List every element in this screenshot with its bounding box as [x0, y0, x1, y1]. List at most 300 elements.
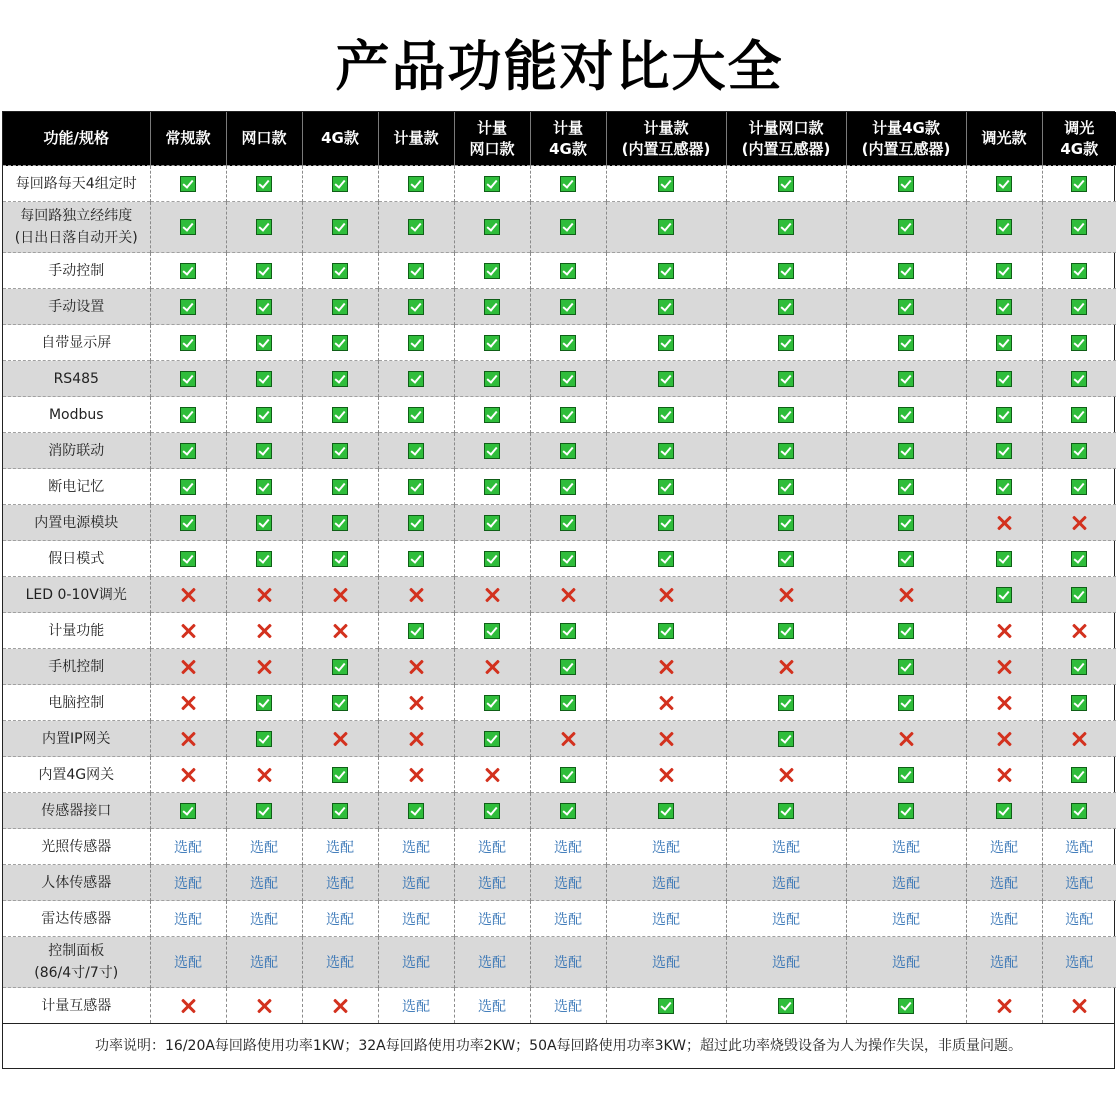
table-row	[3, 202, 1116, 253]
header-label: 4G款	[1060, 139, 1099, 158]
support-cell	[966, 757, 1042, 793]
green-check-icon	[560, 551, 576, 567]
support-cell	[150, 289, 226, 325]
support-cell	[530, 721, 606, 757]
support-cell	[454, 865, 530, 901]
optional-label: 选配	[478, 839, 506, 856]
support-cell	[226, 793, 302, 829]
optional-label: 选配	[772, 875, 800, 892]
support-cell	[226, 202, 302, 253]
support-cell	[150, 757, 226, 793]
green-check-icon	[560, 176, 576, 192]
green-check-icon	[256, 176, 272, 192]
green-check-icon	[996, 176, 1012, 192]
green-check-icon	[484, 371, 500, 387]
support-cell	[1042, 865, 1116, 901]
power-note: 功率说明：16/20A每回路使用功率1KW；32A每回路使用功率2KW；50A每回路使用功率3KW；超过此功率烧毁设备为人为操作失误，非质量问题。	[3, 1023, 1114, 1068]
feature-label	[3, 721, 150, 757]
optional-label: 选配	[326, 875, 354, 892]
support-cell	[1042, 757, 1116, 793]
support-cell	[302, 505, 378, 541]
header-model-7	[606, 112, 726, 166]
green-check-icon	[408, 299, 424, 315]
support-cell	[530, 397, 606, 433]
support-cell	[150, 613, 226, 649]
support-cell	[530, 901, 606, 937]
feature-label	[3, 397, 150, 433]
feature-label	[3, 253, 150, 289]
green-check-icon	[256, 371, 272, 387]
support-cell	[966, 901, 1042, 937]
support-cell	[226, 613, 302, 649]
green-check-icon	[180, 443, 196, 459]
feature-label	[3, 202, 150, 253]
green-check-icon	[256, 443, 272, 459]
support-cell	[302, 433, 378, 469]
table-row	[3, 361, 1116, 397]
optional-label: 选配	[174, 911, 202, 928]
support-cell	[726, 541, 846, 577]
support-cell	[726, 649, 846, 685]
green-check-icon	[778, 176, 794, 192]
support-cell	[530, 793, 606, 829]
red-cross-icon	[658, 587, 674, 603]
support-cell	[726, 397, 846, 433]
optional-label: 选配	[892, 875, 920, 892]
support-cell	[302, 325, 378, 361]
table-row	[3, 685, 1116, 721]
optional-label: 选配	[402, 998, 430, 1015]
green-check-icon	[1071, 659, 1087, 675]
feature-label	[3, 577, 150, 613]
green-check-icon	[778, 299, 794, 315]
green-check-icon	[180, 219, 196, 235]
support-cell	[226, 505, 302, 541]
green-check-icon	[898, 335, 914, 351]
green-check-icon	[256, 731, 272, 747]
support-cell	[454, 721, 530, 757]
red-cross-icon	[408, 731, 424, 747]
support-cell	[530, 325, 606, 361]
optional-label: 选配	[554, 955, 582, 971]
support-cell	[150, 166, 226, 202]
support-cell	[150, 649, 226, 685]
support-cell	[454, 937, 530, 988]
optional-label: 选配	[250, 955, 278, 971]
feature-label-text: 传感器接口	[41, 802, 112, 819]
header-label: 4G款	[321, 129, 359, 147]
green-check-icon	[408, 803, 424, 819]
green-check-icon	[996, 479, 1012, 495]
green-check-icon	[1071, 176, 1087, 192]
support-cell	[226, 541, 302, 577]
feature-label	[3, 289, 150, 325]
support-cell	[726, 361, 846, 397]
support-cell	[150, 829, 226, 865]
support-cell	[1042, 577, 1116, 613]
red-cross-icon	[408, 659, 424, 675]
support-cell	[454, 361, 530, 397]
support-cell	[846, 397, 966, 433]
support-cell	[530, 469, 606, 505]
support-cell	[150, 397, 226, 433]
support-cell	[726, 577, 846, 613]
support-cell	[726, 166, 846, 202]
optional-label: 选配	[250, 839, 278, 856]
table-row	[3, 469, 1116, 505]
support-cell	[726, 901, 846, 937]
green-check-icon	[256, 407, 272, 423]
green-check-icon	[996, 371, 1012, 387]
support-cell	[726, 937, 846, 988]
support-cell	[302, 166, 378, 202]
feature-label-text: 人体传感器	[41, 874, 112, 891]
green-check-icon	[898, 515, 914, 531]
red-cross-icon	[996, 767, 1012, 783]
feature-label	[3, 937, 150, 988]
support-cell	[726, 757, 846, 793]
support-cell	[846, 988, 966, 1024]
green-check-icon	[658, 407, 674, 423]
header-label: 计量款	[643, 118, 689, 137]
table-row	[3, 253, 1116, 289]
red-cross-icon	[180, 659, 196, 675]
green-check-icon	[408, 407, 424, 423]
support-cell	[454, 649, 530, 685]
support-cell	[1042, 202, 1116, 253]
table-row	[3, 937, 1116, 988]
support-cell	[1042, 433, 1116, 469]
red-cross-icon	[256, 623, 272, 639]
green-check-icon	[332, 443, 348, 459]
feature-label-text: (86/4寸/7寸)	[34, 965, 119, 981]
green-check-icon	[1071, 767, 1087, 783]
support-cell	[378, 865, 454, 901]
support-cell	[606, 793, 726, 829]
support-cell	[846, 613, 966, 649]
red-cross-icon	[180, 767, 196, 783]
table-header-row	[3, 112, 1116, 166]
green-check-icon	[1071, 443, 1087, 459]
support-cell	[726, 865, 846, 901]
support-cell	[454, 397, 530, 433]
header-label: 计量4G款	[872, 118, 940, 137]
red-cross-icon	[778, 767, 794, 783]
header-label: (内置互感器)	[621, 139, 711, 158]
support-cell	[846, 505, 966, 541]
support-cell	[1042, 685, 1116, 721]
header-label: 计量网口款	[748, 118, 824, 137]
green-check-icon	[658, 371, 674, 387]
header-model-9	[846, 112, 966, 166]
red-cross-icon	[996, 998, 1012, 1014]
support-cell	[454, 793, 530, 829]
support-cell	[726, 289, 846, 325]
support-cell	[378, 202, 454, 253]
green-check-icon	[408, 176, 424, 192]
green-check-icon	[778, 551, 794, 567]
support-cell	[726, 253, 846, 289]
support-cell	[530, 865, 606, 901]
header-label: (内置互感器)	[741, 139, 831, 158]
support-cell	[454, 613, 530, 649]
feature-label-text: 光照传感器	[41, 838, 112, 855]
support-cell	[226, 721, 302, 757]
header-model-5	[454, 112, 530, 166]
green-check-icon	[898, 998, 914, 1014]
green-check-icon	[778, 998, 794, 1014]
green-check-icon	[1071, 335, 1087, 351]
support-cell	[302, 577, 378, 613]
support-cell	[846, 793, 966, 829]
header-model-10	[966, 112, 1042, 166]
feature-label-text: 手动控制	[48, 262, 105, 279]
support-cell	[966, 649, 1042, 685]
support-cell	[226, 469, 302, 505]
green-check-icon	[484, 299, 500, 315]
support-cell	[966, 469, 1042, 505]
support-cell	[226, 325, 302, 361]
support-cell	[726, 202, 846, 253]
support-cell	[606, 361, 726, 397]
table-row	[3, 325, 1116, 361]
support-cell	[1042, 253, 1116, 289]
support-cell	[606, 469, 726, 505]
feature-label	[3, 865, 150, 901]
optional-label: 选配	[652, 955, 680, 971]
green-check-icon	[996, 299, 1012, 315]
support-cell	[530, 253, 606, 289]
red-cross-icon	[408, 767, 424, 783]
green-check-icon	[180, 263, 196, 279]
green-check-icon	[898, 176, 914, 192]
support-cell	[378, 793, 454, 829]
support-cell	[606, 901, 726, 937]
green-check-icon	[560, 479, 576, 495]
optional-label: 选配	[990, 839, 1018, 856]
support-cell	[1042, 469, 1116, 505]
red-cross-icon	[332, 731, 348, 747]
green-check-icon	[658, 219, 674, 235]
optional-label: 选配	[478, 875, 506, 892]
optional-label: 选配	[174, 875, 202, 892]
feature-label	[3, 325, 150, 361]
support-cell	[454, 685, 530, 721]
page-title: 产品功能对比大全	[335, 35, 784, 98]
optional-label: 选配	[892, 839, 920, 856]
green-check-icon	[484, 803, 500, 819]
green-check-icon	[332, 335, 348, 351]
support-cell	[302, 541, 378, 577]
green-check-icon	[1071, 299, 1087, 315]
green-check-icon	[484, 219, 500, 235]
support-cell	[966, 721, 1042, 757]
green-check-icon	[408, 479, 424, 495]
support-cell	[606, 829, 726, 865]
support-cell	[846, 166, 966, 202]
red-cross-icon	[560, 587, 576, 603]
support-cell	[966, 166, 1042, 202]
optional-label: 选配	[652, 839, 680, 856]
table-row	[3, 793, 1116, 829]
optional-label: 选配	[554, 839, 582, 856]
green-check-icon	[898, 551, 914, 567]
support-cell	[1042, 325, 1116, 361]
support-cell	[302, 202, 378, 253]
feature-label-text: 手动设置	[48, 298, 105, 315]
support-cell	[846, 901, 966, 937]
support-cell	[150, 793, 226, 829]
support-cell	[606, 685, 726, 721]
support-cell	[302, 901, 378, 937]
support-cell	[454, 289, 530, 325]
green-check-icon	[408, 371, 424, 387]
support-cell	[226, 757, 302, 793]
header-model-6	[530, 112, 606, 166]
green-check-icon	[658, 335, 674, 351]
green-check-icon	[484, 623, 500, 639]
feature-label-text: 假日模式	[48, 550, 105, 567]
table-body	[3, 166, 1116, 1024]
support-cell	[378, 988, 454, 1024]
green-check-icon	[1071, 407, 1087, 423]
support-cell	[302, 613, 378, 649]
green-check-icon	[484, 335, 500, 351]
support-cell	[378, 325, 454, 361]
green-check-icon	[484, 443, 500, 459]
green-check-icon	[1071, 695, 1087, 711]
support-cell	[846, 649, 966, 685]
green-check-icon	[560, 407, 576, 423]
support-cell	[606, 721, 726, 757]
support-cell	[378, 829, 454, 865]
support-cell	[226, 988, 302, 1024]
support-cell	[378, 397, 454, 433]
optional-label: 选配	[652, 875, 680, 892]
green-check-icon	[1071, 371, 1087, 387]
support-cell	[1042, 361, 1116, 397]
support-cell	[150, 325, 226, 361]
red-cross-icon	[996, 659, 1012, 675]
optional-label: 选配	[892, 911, 920, 928]
optional-label: 选配	[652, 911, 680, 928]
green-check-icon	[996, 219, 1012, 235]
green-check-icon	[256, 263, 272, 279]
feature-label-text: 雷达传感器	[41, 910, 112, 927]
support-cell	[966, 253, 1042, 289]
green-check-icon	[408, 623, 424, 639]
green-check-icon	[898, 371, 914, 387]
support-cell	[966, 361, 1042, 397]
feature-label	[3, 901, 150, 937]
table-row	[3, 541, 1116, 577]
support-cell	[378, 937, 454, 988]
green-check-icon	[332, 551, 348, 567]
optional-label: 选配	[892, 955, 920, 971]
green-check-icon	[332, 176, 348, 192]
green-check-icon	[778, 407, 794, 423]
support-cell	[1042, 613, 1116, 649]
optional-label: 选配	[174, 955, 202, 971]
optional-label: 选配	[250, 875, 278, 892]
support-cell	[150, 541, 226, 577]
feature-label-text: 每回路独立经纬度	[20, 208, 133, 224]
green-check-icon	[408, 551, 424, 567]
support-cell	[454, 202, 530, 253]
support-cell	[302, 649, 378, 685]
optional-label: 选配	[1065, 955, 1094, 971]
feature-label-text: 自带显示屏	[41, 334, 112, 351]
support-cell	[530, 541, 606, 577]
support-cell	[378, 469, 454, 505]
support-cell	[530, 937, 606, 988]
optional-label: 选配	[326, 911, 354, 928]
red-cross-icon	[1071, 998, 1087, 1014]
support-cell	[150, 253, 226, 289]
support-cell	[226, 865, 302, 901]
support-cell	[454, 253, 530, 289]
header-model-4	[378, 112, 454, 166]
green-check-icon	[332, 263, 348, 279]
support-cell	[530, 757, 606, 793]
support-cell	[606, 289, 726, 325]
support-cell	[1042, 289, 1116, 325]
support-cell	[966, 829, 1042, 865]
support-cell	[846, 289, 966, 325]
optional-label: 选配	[772, 839, 800, 856]
support-cell	[378, 613, 454, 649]
red-cross-icon	[898, 587, 914, 603]
support-cell	[606, 541, 726, 577]
support-cell	[454, 541, 530, 577]
red-cross-icon	[996, 695, 1012, 711]
red-cross-icon	[256, 767, 272, 783]
support-cell	[966, 577, 1042, 613]
red-cross-icon	[996, 515, 1012, 531]
support-cell	[378, 901, 454, 937]
red-cross-icon	[180, 587, 196, 603]
green-check-icon	[484, 515, 500, 531]
green-check-icon	[408, 515, 424, 531]
green-check-icon	[256, 479, 272, 495]
optional-label: 选配	[478, 911, 506, 928]
support-cell	[846, 577, 966, 613]
support-cell	[226, 289, 302, 325]
feature-label	[3, 988, 150, 1024]
green-check-icon	[256, 515, 272, 531]
support-cell	[378, 685, 454, 721]
red-cross-icon	[1071, 515, 1087, 531]
green-check-icon	[180, 803, 196, 819]
support-cell	[378, 577, 454, 613]
red-cross-icon	[408, 695, 424, 711]
red-cross-icon	[180, 623, 196, 639]
green-check-icon	[560, 623, 576, 639]
support-cell	[150, 469, 226, 505]
support-cell	[606, 937, 726, 988]
green-check-icon	[560, 299, 576, 315]
feature-label-text: 计量功能	[48, 622, 105, 639]
support-cell	[606, 613, 726, 649]
support-cell	[966, 793, 1042, 829]
table-row	[3, 166, 1116, 202]
optional-label: 选配	[554, 875, 582, 892]
header-model-3	[302, 112, 378, 166]
green-check-icon	[560, 219, 576, 235]
optional-label: 选配	[402, 839, 430, 856]
support-cell	[966, 202, 1042, 253]
support-cell	[846, 433, 966, 469]
